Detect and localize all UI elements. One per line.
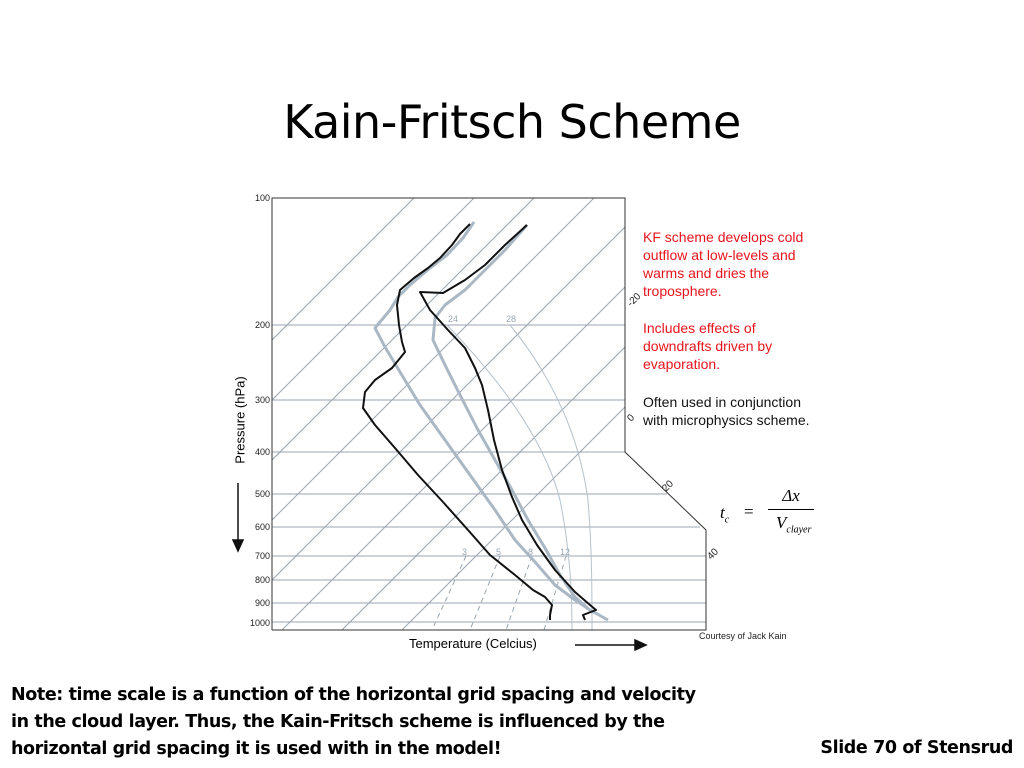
moist-adiabat-label: 28 — [506, 314, 517, 324]
mixing-ratio-lines — [432, 556, 566, 630]
slide-title: Kain-Fritsch Scheme — [283, 94, 741, 149]
isotherm-label: -20 — [625, 291, 644, 310]
isotherm-label: 0 — [625, 412, 638, 425]
isotherm-label: 20 — [660, 478, 676, 495]
callout-outflow: KF scheme develops cold outflow at low-levels and warms and dries the troposphere. — [643, 229, 804, 299]
formula-equals: = — [744, 502, 754, 521]
pressure-tick-label: 1000 — [249, 618, 270, 628]
formula-denominator: $V_{clayer}$ — [776, 513, 812, 536]
formula-fraction-bar — [768, 509, 814, 510]
formula-numerator: Δx — [782, 486, 800, 505]
slide-number: Slide 70 of Stensrud — [820, 738, 1013, 758]
isotherm-label: 40 — [705, 546, 721, 563]
mixing-ratio-label: 8 — [528, 547, 534, 557]
pressure-tick-label: 200 — [254, 320, 270, 330]
mixing-ratio-label: 5 — [496, 547, 502, 557]
mixing-ratio-label: 12 — [560, 547, 571, 557]
axis-arrows — [233, 483, 646, 650]
moist-adiabats — [447, 325, 592, 630]
callout-microphysics: Often used in conjunction with microphysics scheme. — [643, 394, 810, 428]
kf-profiles — [363, 224, 596, 620]
formula-lhs: $t_c$ — [720, 503, 730, 526]
pressure-tick-label: 500 — [254, 489, 270, 499]
pressure-tick-label: 700 — [254, 551, 270, 561]
moist-adiabat-label: 24 — [448, 314, 459, 324]
pressure-tick-label: 300 — [254, 395, 270, 405]
x-axis-label: Temperature (Celcius) — [409, 636, 537, 651]
pressure-tick-label: 400 — [254, 447, 270, 457]
callout-downdrafts: Includes effects of downdrafts driven by evaporation. — [643, 320, 773, 372]
isobar-lines — [272, 325, 706, 622]
pressure-tick-label: 900 — [254, 598, 270, 608]
pressure-tick-label: 800 — [254, 575, 270, 585]
pressure-tick-label: 100 — [254, 193, 270, 203]
pressure-tick-label: 600 — [254, 522, 270, 532]
image-credit: Courtesy of Jack Kain — [699, 631, 787, 641]
y-axis-label: Pressure (hPa) — [232, 376, 248, 464]
mixing-ratio-label: 3 — [462, 547, 468, 557]
slide-note: Note: time scale is a function of the horizontal grid spacing and velocity in the cloud layer. Thus, the Kain-Fritsch scheme is influenced by the horizontal grid spacing it is used with in the model! — [11, 685, 696, 759]
